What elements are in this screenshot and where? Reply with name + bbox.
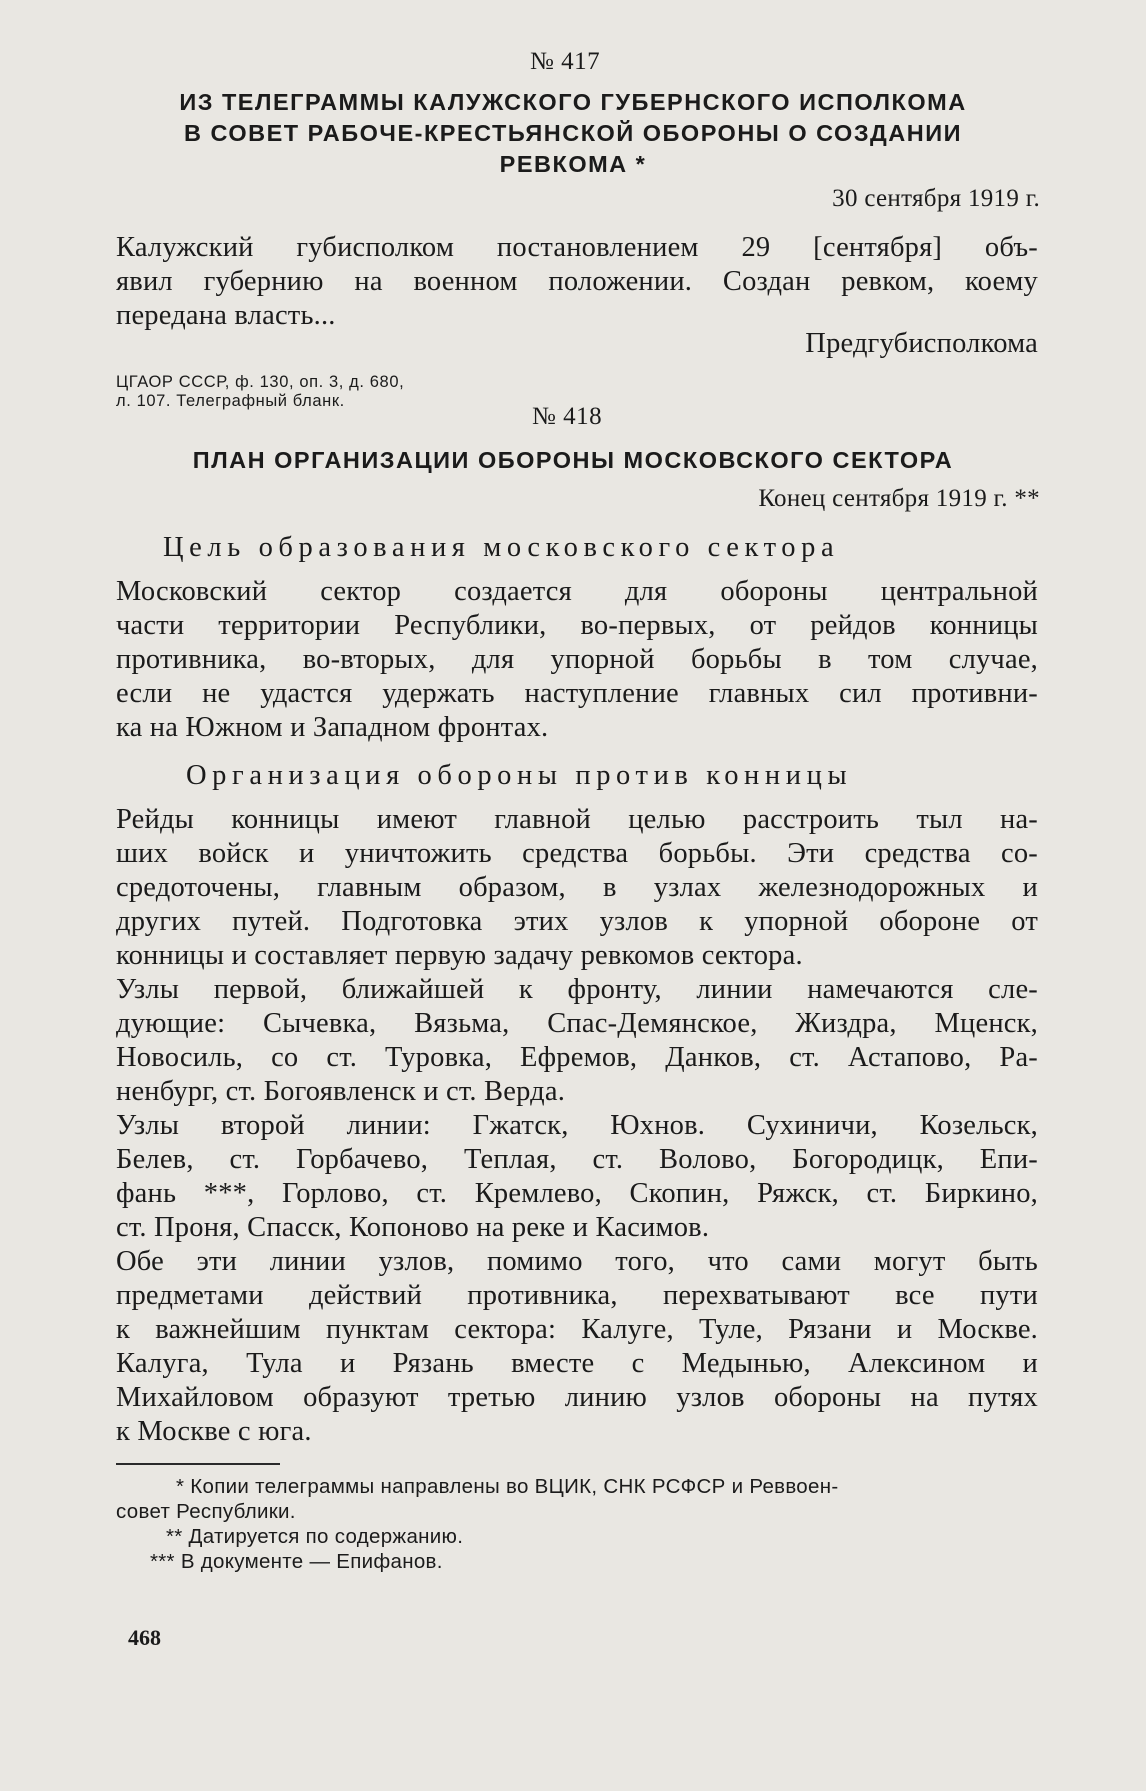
doc418-para1-line-2: части территории Республики, во-первых, от рейдов конницы	[116, 610, 1038, 641]
doc418-para2-line-4: других путей. Подготовка этих узлов к упорной обороне от	[116, 906, 1038, 937]
doc418-para5-line-3: к важнейшим пунктам сектора: Калуге, Туле, Рязани и Москве.	[116, 1314, 1038, 1345]
doc418-heading-2: Организация обороны против конницы	[186, 760, 853, 791]
doc417-title-line-1: ИЗ ТЕЛЕГРАММЫ КАЛУЖСКОГО ГУБЕРНСКОГО ИСПОЛКОМА	[179, 89, 967, 115]
page-number: 468	[128, 1625, 161, 1650]
doc417-source-line-2: л. 107. Телеграфный бланк.	[116, 392, 345, 410]
doc417-body-line-1: Калужский губисполком постановлением 29 [сентября] объ-	[116, 232, 1038, 263]
doc418-para4-line-4: ст. Проня, Спасск, Копоново на реке и Касимов.	[116, 1212, 710, 1243]
doc418-para1-line-1: Московский сектор создается для обороны центральной	[116, 576, 1038, 607]
doc418-para2-line-3: средоточены, главным образом, в узлах железнодорожных и	[116, 872, 1038, 903]
doc417-body-line-2: явил губернию на военном положении. Создан ревком, коему	[116, 266, 1038, 297]
doc418-para1-line-3: противника, во-вторых, для упорной борьбы в том случае,	[116, 644, 1038, 675]
doc418-heading-1: Цель образования московского сектора	[163, 532, 840, 563]
doc418-para3-line-3: Новосиль, со ст. Туровка, Ефремов, Данков, ст. Астапово, Ра-	[116, 1042, 1038, 1073]
doc417-body-line-3: передана власть...	[116, 300, 336, 331]
doc418-para5-line-2: предметами действий противника, перехватывают все пути	[116, 1280, 1038, 1311]
doc417-signature: Предгубисполкома	[805, 328, 1038, 359]
doc417-source-line-1: ЦГАОР СССР, ф. 130, оп. 3, д. 680,	[116, 373, 405, 391]
doc418-para4-line-2: Белев, ст. Горбачево, Теплая, ст. Волово, Богородицк, Епи-	[116, 1144, 1038, 1175]
doc418-para4-line-3: фань ***, Горлово, ст. Кремлево, Скопин, Ряжск, ст. Биркино,	[116, 1178, 1038, 1209]
doc418-title: ПЛАН ОРГАНИЗАЦИИ ОБОРОНЫ МОСКОВСКОГО СЕКТОРА	[192, 447, 954, 473]
doc418-para3-line-2: дующие: Сычевка, Вязьма, Спас-Демянское, Жиздра, Мценск,	[116, 1008, 1038, 1039]
doc417-date: 30 сентября 1919 г.	[832, 185, 1040, 212]
doc418-number: № 418	[532, 403, 603, 430]
footnote-line-4: *** В документе — Епифанов.	[150, 1550, 443, 1573]
doc418-date: Конец сентября 1919 г. **	[758, 485, 1040, 512]
footnote-line-3: ** Датируется по содержанию.	[166, 1525, 464, 1548]
doc418-para1-line-4: если не удастся удержать наступление главных сил противни-	[116, 678, 1038, 709]
footnote-line-1: * Копии телеграммы направлены во ВЦИК, СНК РСФСР и Реввоен-	[176, 1475, 839, 1498]
footnote-rule	[116, 1463, 280, 1465]
doc418-para5-line-1: Обе эти линии узлов, помимо того, что сами могут быть	[116, 1246, 1038, 1277]
doc418-para6-line-3: к Москве с юга.	[116, 1416, 312, 1447]
doc418-para3-line-4: ненбург, ст. Богоявленск и ст. Верда.	[116, 1076, 566, 1107]
doc417-number: № 417	[530, 48, 601, 75]
doc417-title-line-2: В СОВЕТ РАБОЧЕ-КРЕСТЬЯНСКОЙ ОБОРОНЫ О СОЗДАНИИ	[183, 120, 963, 146]
doc417-title-line-3: РЕВКОМА *	[499, 151, 647, 177]
doc418-para6-line-1: Калуга, Тула и Рязань вместе с Медынью, Алексином и	[116, 1348, 1038, 1379]
doc418-para1-line-5: ка на Южном и Западном фронтах.	[116, 712, 549, 743]
doc418-para2-line-5: конницы и составляет первую задачу ревкомов сектора.	[116, 940, 803, 971]
doc418-para3-line-1: Узлы первой, ближайшей к фронту, линии намечаются сле-	[116, 974, 1038, 1005]
doc418-para4-line-1: Узлы второй линии: Гжатск, Юхнов. Сухиничи, Козельск,	[116, 1110, 1038, 1141]
doc418-para2-line-1: Рейды конницы имеют главной целью расстроить тыл на-	[116, 804, 1038, 835]
footnote-line-2: совет Республики.	[116, 1500, 296, 1523]
doc418-para2-line-2: ших войск и уничтожить средства борьбы. Эти средства со-	[116, 838, 1038, 869]
doc418-para6-line-2: Михайловом образуют третью линию узлов обороны на путях	[116, 1382, 1038, 1413]
